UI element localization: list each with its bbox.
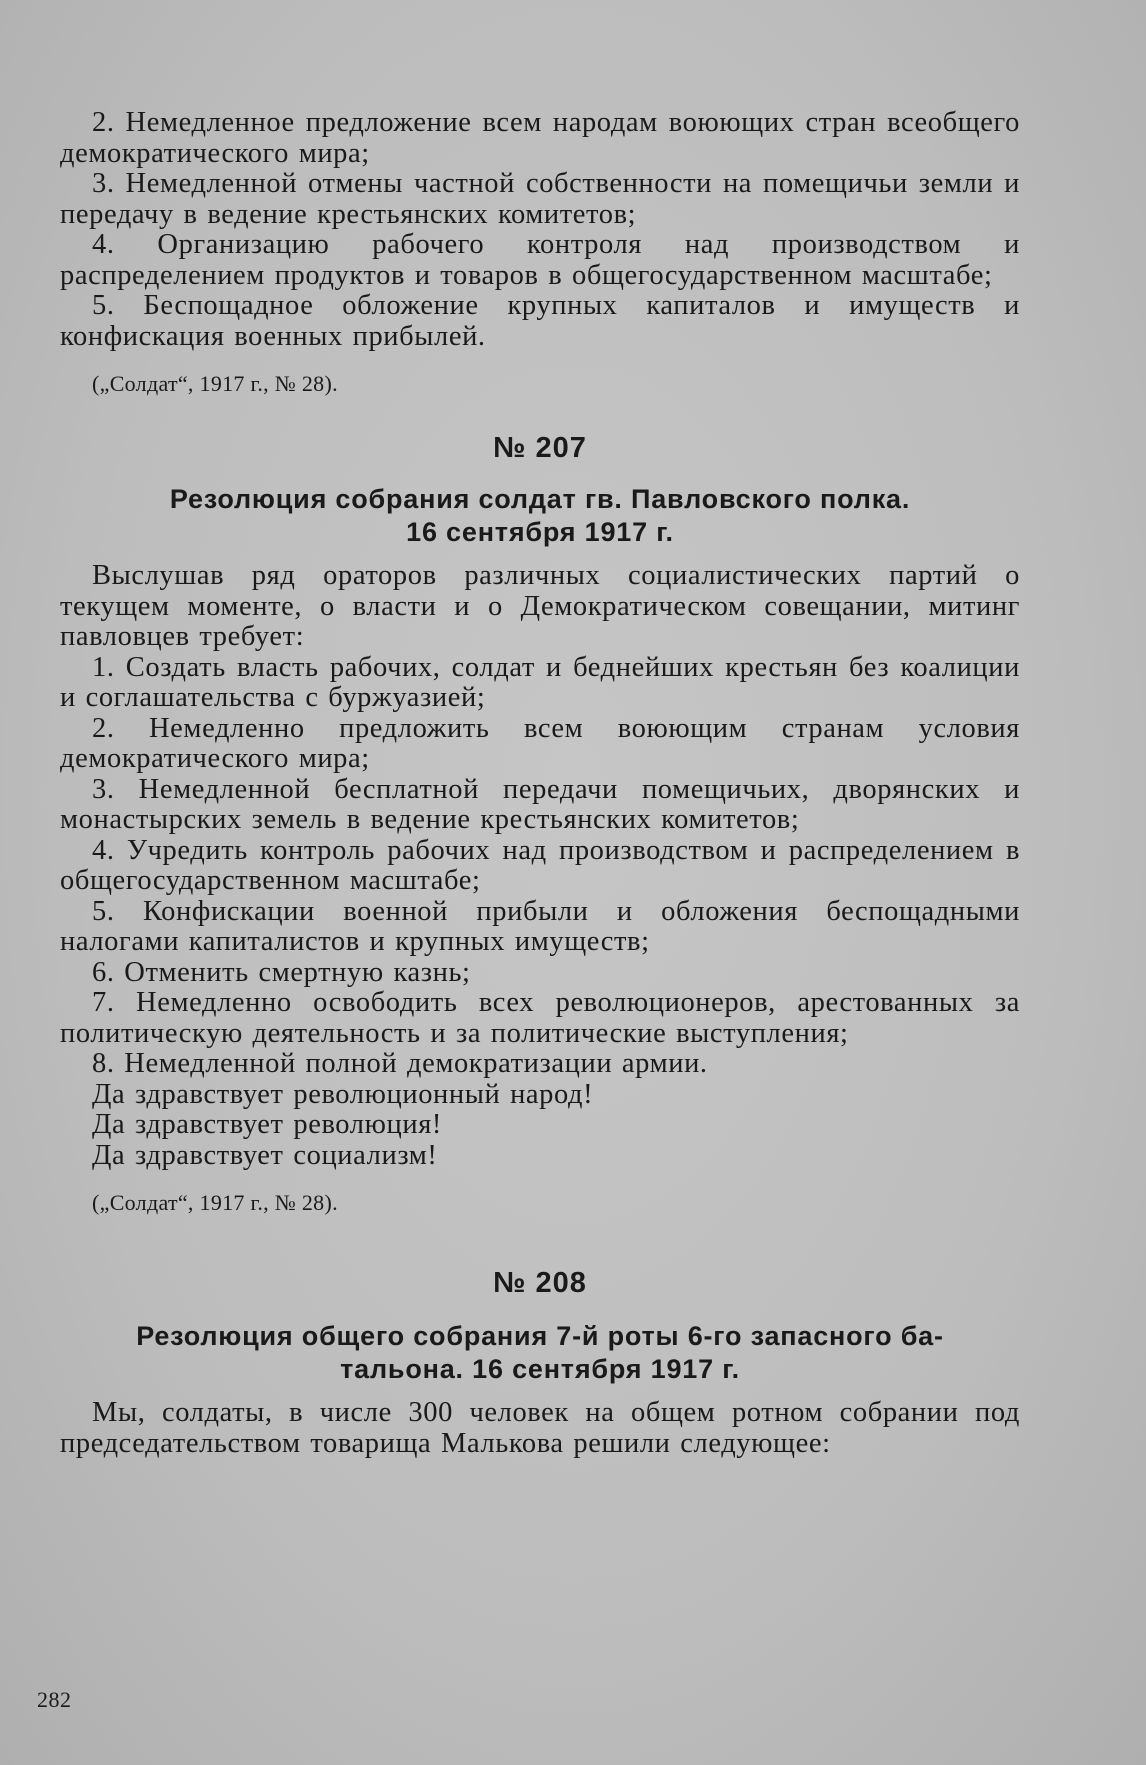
source-citation-2: („Солдат“, 1917 г., № 28). bbox=[92, 1190, 338, 1215]
document-208-number: № 208 bbox=[493, 1267, 587, 1299]
intro-item-4: 4. Организацию рабочего контроля над производством и распределением продуктов и товаров в общегосударственном масштабе; bbox=[60, 229, 1020, 291]
document-207-slogan-1: Да здравствует революционный народ! bbox=[92, 1078, 594, 1110]
document-207-item-8: 8. Немедленной полной демократизации армии. bbox=[92, 1048, 708, 1079]
document-207-intro: Выслушав ряд ораторов различных социалистических партий о текущем моменте, о власти и о Демократическом совещании, митинг павловцев требует: bbox=[60, 560, 1020, 652]
document-207-slogan-3: Да здравствует социализм! bbox=[92, 1139, 438, 1171]
page-content bbox=[60, 108, 1020, 1459]
document-208-title bbox=[60, 1320, 1020, 1386]
document-207-slogan-2: Да здравствует революция! bbox=[92, 1109, 442, 1140]
document-207-number: № 207 bbox=[493, 432, 587, 464]
document-207-title-line-2: 16 сентября 1917 г. bbox=[406, 517, 674, 547]
document-207-item-4: 4. Учредить контроль рабочих над производством и распределением в общегосударственном масштабе; bbox=[60, 834, 1020, 896]
document-207-item-2: 2. Немедленно предложить всем воюющим странам условия демократического мира; bbox=[60, 712, 1020, 774]
document-208-intro: Мы, солдаты, в числе 300 человек на общем ротном собрании под председательством товарища Малькова решили следующее: bbox=[60, 1397, 1020, 1459]
intro-item-3: 3. Немедленной отмены частной собственности на помещичьи земли и передачу в ведение крестьянских комитетов; bbox=[60, 168, 1020, 230]
document-207-item-7: 7. Немедленно освободить всех революционеров, арестованных за политическую деятельность и за политические выступления; bbox=[60, 987, 1020, 1049]
document-207-item-6: 6. Отменить смертную казнь; bbox=[92, 956, 471, 988]
document-208-title-line-2: тальона. 16 сентября 1917 г. bbox=[340, 1354, 740, 1384]
document-208-title-line-1: Резолюция общего собрания 7-й роты 6-го запасного ба- bbox=[136, 1321, 944, 1351]
document-207-title-line-1: Резолюция собрания солдат гв. Павловского полка. bbox=[169, 484, 911, 514]
intro-item-2: 2. Немедленное предложение всем народам воюющих стран всеобщего демократического мира; bbox=[60, 107, 1020, 169]
page-number: 282 bbox=[37, 1687, 72, 1712]
document-207-item-1: 1. Создать власть рабочих, солдат и беднейших крестьян без коалиции и соглашательства с буржуазией; bbox=[60, 651, 1020, 713]
source-citation-1: („Солдат“, 1917 г., № 28). bbox=[92, 371, 338, 396]
document-207-item-3: 3. Немедленной бесплатной передачи помещичьих, дворянских и монастырских земель в ведение крестьянских комитетов; bbox=[60, 773, 1020, 835]
intro-item-5: 5. Беспощадное обложение крупных капиталов и имуществ и конфискация военных прибылей. bbox=[60, 290, 1020, 352]
document-207-item-5: 5. Конфискации военной прибыли и обложения беспощадными налогами капиталистов и крупных имуществ; bbox=[60, 895, 1020, 957]
document-207-title bbox=[60, 483, 1020, 549]
